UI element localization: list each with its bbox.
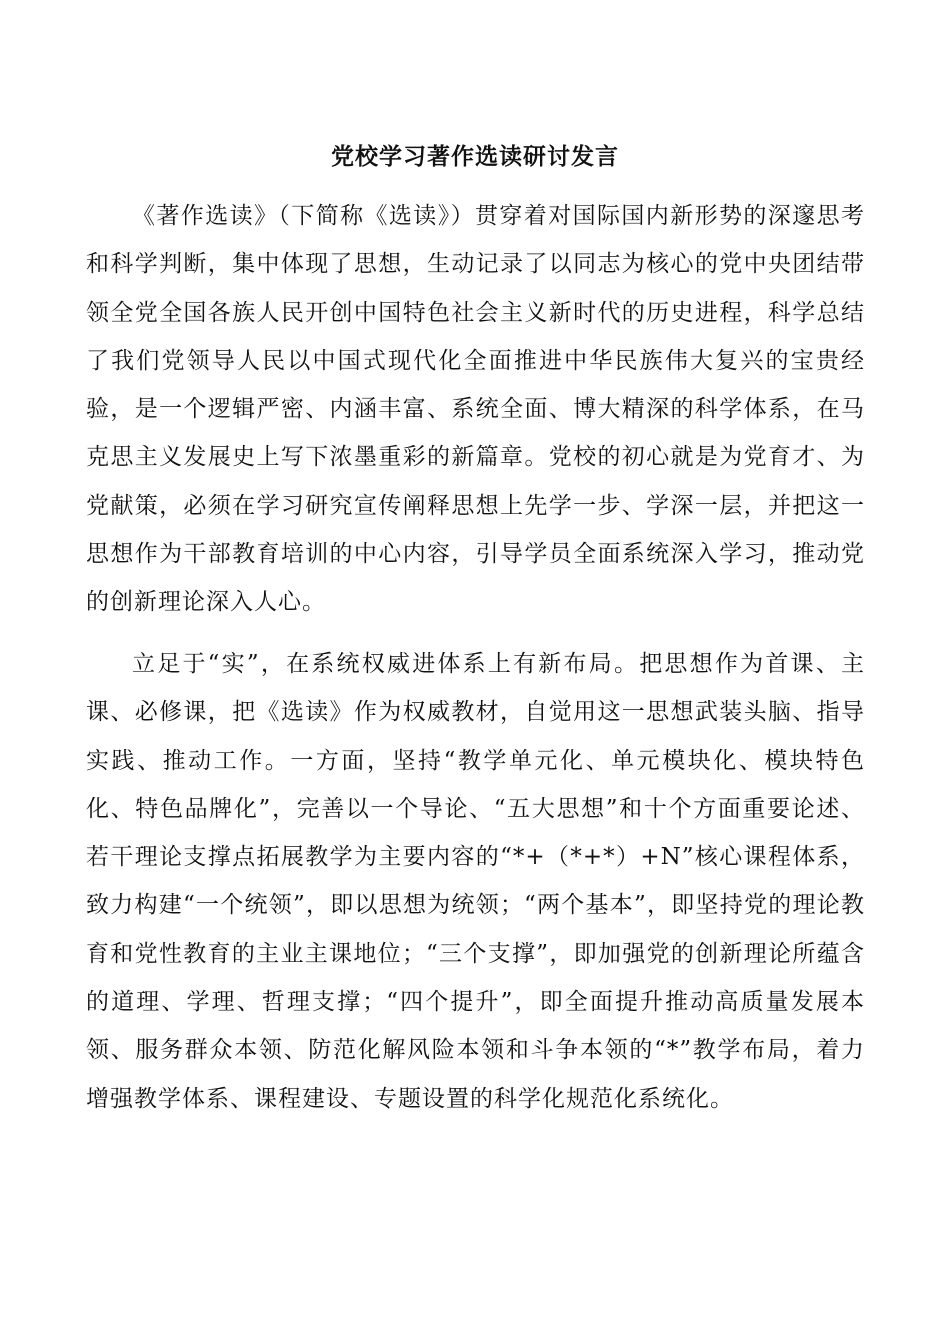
document-title: 党校学习著作选读研讨发言 [331,143,619,170]
body-paragraph-1: 《著作选读》（下简称《选读》）贯穿着对国际国内新形势的深邃思考和科学判断，集中体现了思想，生动记录了以同志为核心的党中央团结带领全党全国各族人民开创中国特色社会主义新时代的历史进程，科学总结了我们党领导人民以中国式现代化全面推进中华民族伟大复兴的宝贵经验，是一个逻辑严密、内涵丰富、系统全面、博大精深的科学体系，在马克思主义发展史上写下浓墨重彩的新篇章。党校的初心就是为党育才、为党献策，必须在学习研究宣传阐释思想上先学一步、学深一层，并把这一思想作为干部教育培训的中心内容，引导学员全面系统深入学习，推动党的创新理论深入人心。 [86,203,865,616]
body-paragraph-2: 立足于“实”，在系统权威进体系上有新布局。把思想作为首课、主课、必修课，把《选读》作为权威教材，自觉用这一思想武装头脑、指导实践、推动工作。一方面，坚持“教学单元化、单元模块化、模块特色化、特色品牌化”，完善以一个导论、“五大思想”和十个方面重要论述、若干理论支撑点拓展教学为主要内容的“*+（*+*）+N”核心课程体系，致力构建“一个统领”，即以思想为统领；“两个基本”，即坚持党的理论教育和党性教育的主业主课地位；“三个支撑”，即加强党的创新理论所蕴含的道理、学理、哲理支撑；“四个提升”，即全面提升推动高质量发展本领、服务群众本领、防范化解风险本领和斗争本领的“*”教学布局，着力增强教学体系、课程建设、专题设置的科学化规范化系统化。 [86,651,865,1112]
